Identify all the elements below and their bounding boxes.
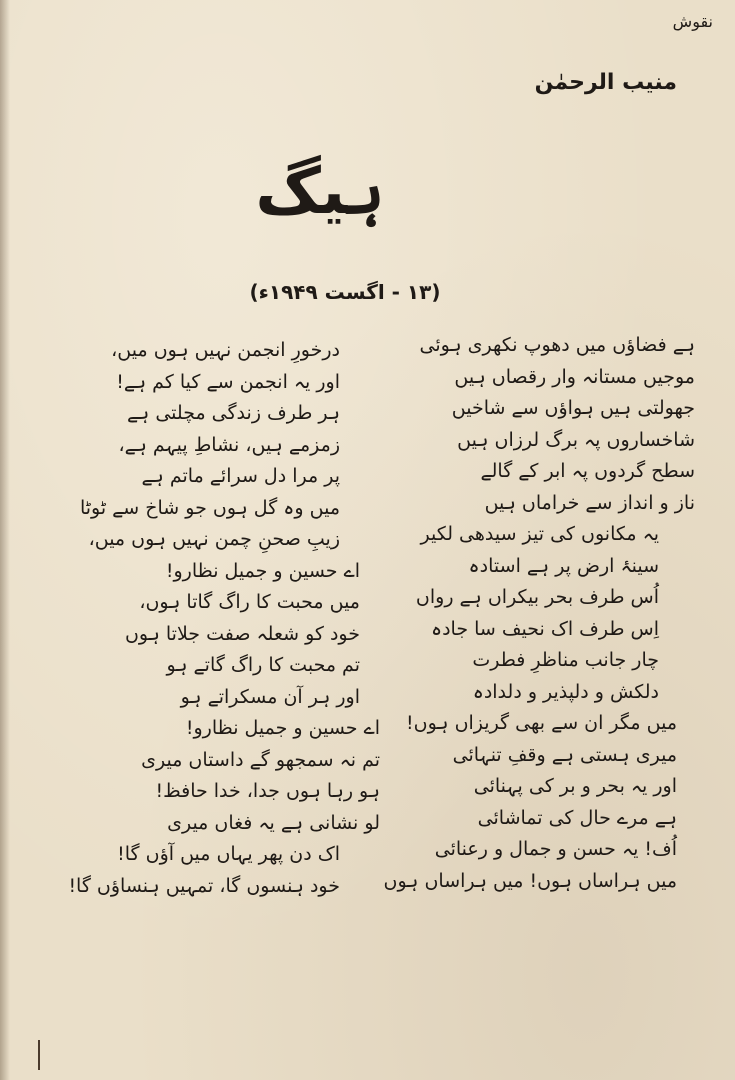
verse-line: اے حسین و جمیل نظارو! bbox=[165, 559, 360, 582]
verse-line: سینۂ ارض پر ہے استادہ bbox=[468, 554, 659, 577]
journal-name: نقوش bbox=[672, 12, 713, 31]
verse-line: میں مگر ان سے بھی گریزاں ہوں! bbox=[406, 712, 677, 734]
verse-line: پر مرا دل سرائے ماتم ہے bbox=[141, 465, 340, 487]
verse-line: میں محبت کا راگ گاتا ہوں، bbox=[139, 591, 360, 613]
verse-line: تم نہ سمجھو گے داستاں میری bbox=[141, 748, 380, 771]
poem-date: (۱۳ - اگست ۱۹۴۹ء) bbox=[249, 280, 441, 304]
verse-line: اک دن پھر یہاں میں آؤں گا! bbox=[117, 843, 340, 865]
verse-line: اور ہر آن مسکراتے ہو bbox=[180, 685, 360, 708]
verse-line: موجیں مستانہ وار رقصاں ہیں bbox=[454, 365, 695, 388]
poem-column-left bbox=[20, 335, 380, 902]
poem-column-right bbox=[365, 330, 695, 897]
verse-line: شاخساروں پہ برگ لرزاں ہیں bbox=[457, 428, 695, 451]
verse-line: خود کو شعلہ صفت جلاتا ہوں bbox=[124, 622, 360, 645]
verse-line: ہے مرے حال کی تماشائی bbox=[477, 806, 677, 829]
verse-line: جھولتی ہیں ہواؤں سے شاخیں bbox=[451, 397, 695, 419]
verse-line: میری ہستی ہے وقفِ تنہائی bbox=[452, 743, 677, 766]
verse-line: اے حسین و جمیل نظارو! bbox=[185, 717, 380, 739]
verse-line: اور یہ بحر و بر کی پہنائی bbox=[473, 775, 677, 797]
verse-line: لو نشانی ہے یہ فغاں میری bbox=[167, 811, 380, 834]
verse-line: یہ مکانوں کی تیز سیدھی لکیر bbox=[420, 523, 659, 545]
verse-line: اور یہ انجمن سے کیا کم ہے! bbox=[116, 370, 340, 393]
page-binding-shadow bbox=[0, 0, 10, 1080]
verse-line: زمزمے ہیں، نشاطِ پیہم ہے، bbox=[118, 433, 340, 456]
verse-line: ہے فضاؤں میں دھوپ نکھری ہوئی bbox=[419, 334, 695, 356]
verse-line: اُس طرف بحر بیکراں ہے رواں bbox=[415, 586, 659, 608]
verse-line: چار جانب مناظرِ فطرت bbox=[472, 649, 659, 671]
verse-line: ہر طرف زندگی مچلتی ہے bbox=[127, 402, 340, 424]
verse-line: خود ہنسوں گا، تمہیں ہنساؤں گا! bbox=[68, 874, 340, 897]
margin-mark bbox=[38, 1040, 40, 1070]
verse-line: درخورِ انجمن نہیں ہوں میں، bbox=[111, 339, 340, 361]
verse-line: اُف! یہ حسن و جمال و رعنائی bbox=[434, 838, 677, 860]
verse-line: ناز و انداز سے خراماں ہیں bbox=[484, 491, 695, 514]
verse-line: اِس طرف اک نحیف سا جادہ bbox=[430, 617, 659, 640]
verse-line: میں ہراساں ہوں! میں ہراساں ہوں bbox=[383, 869, 677, 892]
verse-line: سطح گردوں پہ ابر کے گالے bbox=[480, 460, 695, 482]
verse-line: میں وہ گل ہوں جو شاخ سے ٹوٹا bbox=[79, 496, 340, 519]
verse-line: ہو رہا ہوں جدا، خدا حافظ! bbox=[155, 780, 380, 802]
author-name: منیب الرحمٰن bbox=[534, 70, 677, 95]
verse-line: دلکش و دلپذیر و دلدادہ bbox=[472, 680, 659, 703]
verse-line: زیبِ صحنِ چمن نہیں ہوں میں، bbox=[88, 528, 340, 550]
poem-title: ہیگ bbox=[255, 155, 385, 229]
verse-line: تم محبت کا راگ گاتے ہو bbox=[166, 654, 360, 676]
